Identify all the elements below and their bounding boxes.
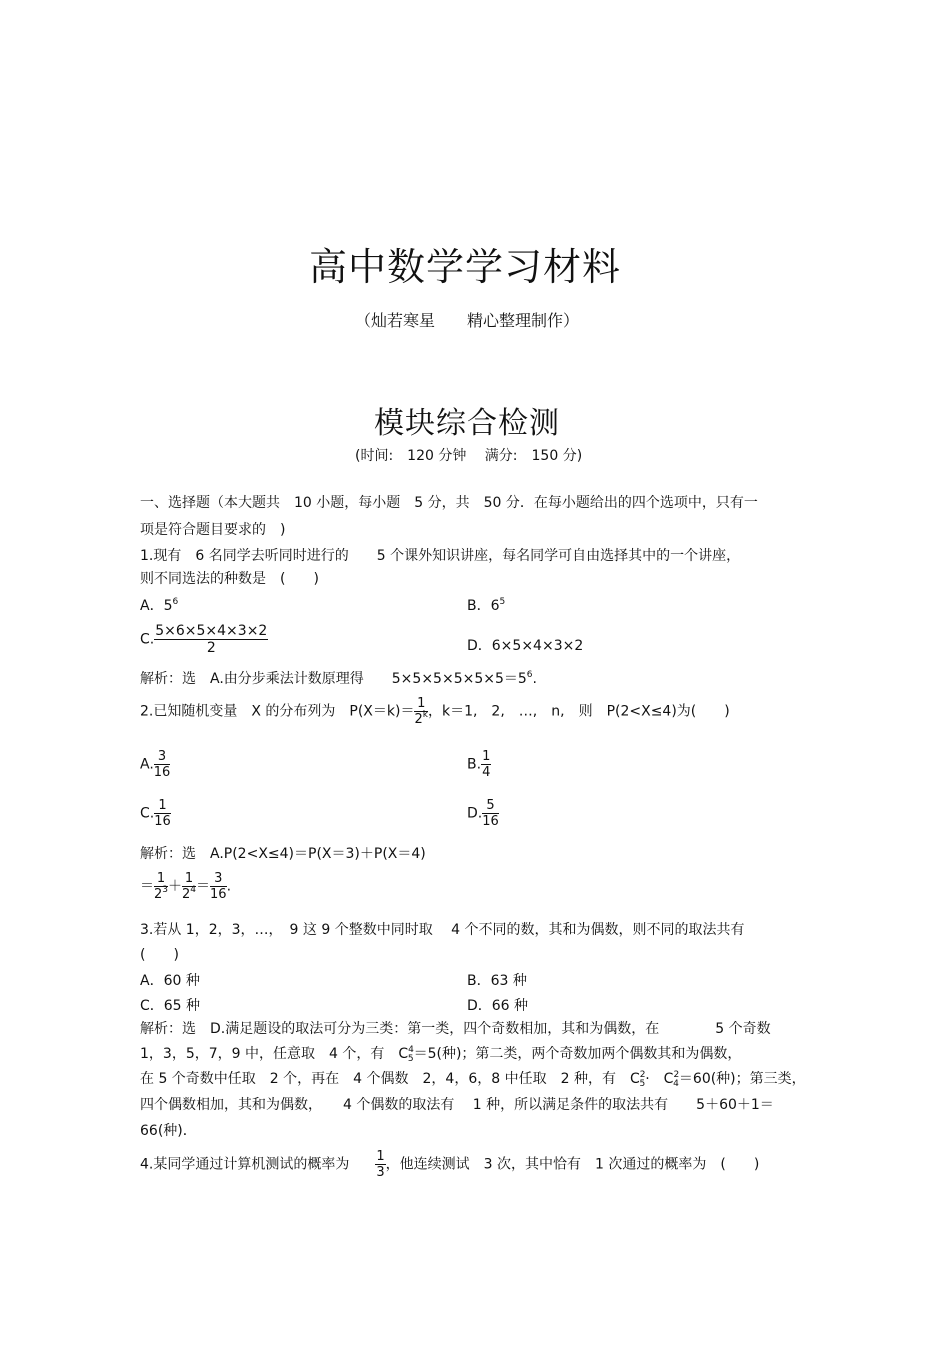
q2-solution-cont: ＝ $\frac{1}{2^3}$ ＋ $\frac{1}{2^4}$ ＝ $\frac{3}{16}$ . [140,871,232,902]
q1-option-a[interactable]: A．$5^6$ [140,597,179,614]
q1-stem: 1.现有 6 名同学去听同时进行的 5 个课外知识讲座，每名同学可自由选择其中的一个讲座， [140,548,741,564]
q3-option-a[interactable]: A．60 种 [140,973,200,989]
q3-solution-cont: 在 5 个奇数中任取 2 个，再在 4 个偶数 2，4，6，8 中任取 2 种，有 $C^2_5\cdot$ $C^2_4=60$(种)；第三类， [140,1070,806,1089]
q3-option-b[interactable]: B．63 种 [467,973,527,989]
q4-stem: 4.某同学通过计算机测试的概率为 $\frac{1}{3}$ ，他连续测试 3 次，其中恰有 1 次通过的概率为 ( ) [140,1149,760,1180]
page-title: 高中数学学习材料 [308,245,621,289]
q2-solution: 解析：选 A.P(2<X≤4)＝P(X＝3)＋P(X＝4) [140,846,426,862]
q3-stem: 3.若从 1，2，3，…， 9 这 9 个整数中同时取 4 个不同的数，其和为偶数，则不同的取法共有 [140,922,745,938]
q3-solution-cont: 四个偶数相加，其和为偶数， 4 个偶数的取法有 1 种，所以满足条件的取法共有 5＋60＋1＝ [140,1097,774,1113]
q2-option-d[interactable]: D. $\frac{5}{16}$ [467,798,499,829]
q1-solution: 解析：选 A.由分步乘法计数原理得 $5\times 5\times 5\times 5\times 5\times 5=5^6$. [140,670,537,687]
q1-option-d[interactable]: D．6×5×4×3×2 [467,638,584,654]
test-title: 模块综合检测 [374,406,560,441]
q1-option-b[interactable]: B．$6^5$ [467,597,506,614]
q2-stem: 2.已知随机变量 X 的分布列为 P(X＝k)＝ $\frac{1}{2^k}$ ，k＝1, 2, …, n, 则 P(2<X≤4)为( ) [140,696,730,727]
q3-option-c[interactable]: C．65 种 [140,998,201,1014]
q3-option-d[interactable]: D．66 种 [467,998,529,1014]
q1-option-c[interactable]: C. $\frac{5\times 6\times 5\times 4\times 3\times 2}{2}$ [140,623,268,656]
section-heading: 一、选择题（本大题共 10 小题，每小题 5 分，共 50 分．在每小题给出的四个选项中，只有一 [140,495,758,511]
q3-stem-cont: ( ) [140,947,179,963]
q3-solution: 解析：选 D.满足题设的取法可分为三类：第一类，四个奇数相加，其和为偶数，在 5 个奇数 [140,1021,771,1037]
test-meta: (时间: 120 分钟 满分: 150 分) [355,448,583,464]
q2-option-c[interactable]: C. $\frac{1}{16}$ [140,798,171,829]
q2-option-a[interactable]: A. $\frac{3}{16}$ [140,749,171,780]
section-heading-cont: 项是符合题目要求的 ) [140,522,286,538]
q2-option-b[interactable]: B. $\frac{1}{4}$ [467,749,491,780]
page-subtitle: （灿若寒星 精心整理制作） [355,311,580,330]
q3-solution-cont: 66(种)． [140,1123,197,1139]
q3-solution-cont: 1，3，5，7，9 中，任意取 4 个，有 $C^4_5=5$(种)；第二类，两个奇数加两个偶数其和为偶数， [140,1045,742,1064]
q1-stem-cont: 则不同选法的种数是 ( ) [140,571,319,587]
